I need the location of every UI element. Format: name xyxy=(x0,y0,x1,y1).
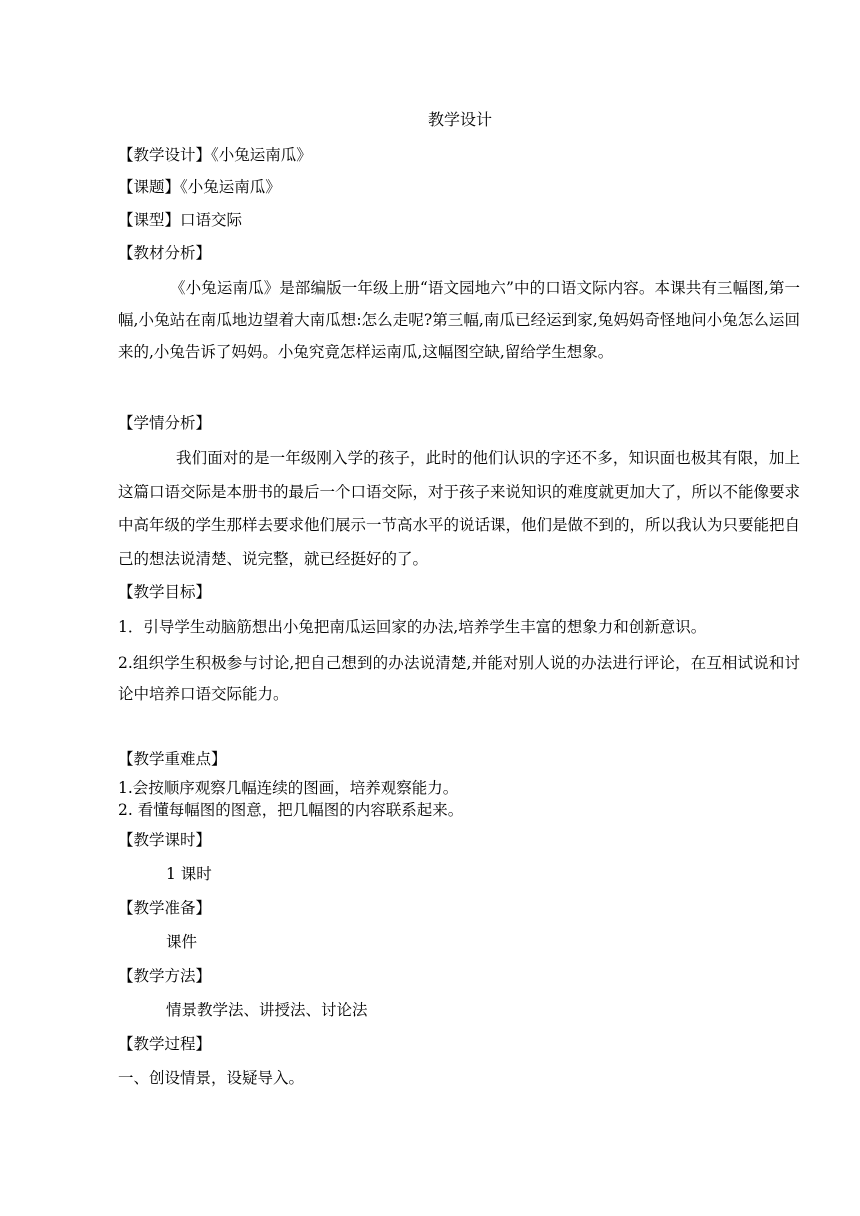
student-paragraph: 我们面对的是一年级刚入学的孩子，此时的他们认识的字还不多，知识面也极其有限，加上这篇口语交际是本册书的最后一个口语交际，对于孩子来说知识的难度就更加大了，所以不能像要求中高年级的学生那样去要求他们展示一节高水平的说话课，他们是做不到的，所以我认为只要能把自己的想法说清楚、说完整，就已经挺好的了。 xyxy=(118,449,801,568)
topic-line: 【课题】《小兔运南瓜》 xyxy=(118,178,281,196)
goal-heading: 【教学目标】 xyxy=(118,583,212,601)
prep-heading: 【教学准备】 xyxy=(118,899,212,917)
key-heading: 【教学重难点】 xyxy=(118,750,227,768)
process-heading: 【教学过程】 xyxy=(118,1035,212,1053)
goal-item-1: 1．引导学生动脑筋想出小兔把南瓜运回家的办法,培养学生丰富的想象力和创新意识。 xyxy=(118,618,707,636)
design-line: 【教学设计】《小兔运南瓜》 xyxy=(118,146,312,164)
hours-heading: 【教学课时】 xyxy=(118,831,212,849)
method-text: 情景教学法、讲授法、讨论法 xyxy=(166,1001,368,1019)
prep-text: 课件 xyxy=(166,933,198,951)
goal-item-2: 2.组织学生积极参与讨论,把自己想到的办法说清楚,并能对别人说的办法进行评论，在互相试说和讨论中培养口语交际能力。 xyxy=(118,654,800,703)
material-paragraph: 《小兔运南瓜》是部编版一年级上册“语文园地六”中的口语文际内容。本课共有三幅图,第一幅,小兔站在南瓜地边望着大南瓜想:怎么走呢?第三幅,南瓜已经运到家,兔妈妈奇怪地问小兔怎么运回来的,小兔告诉了妈妈。小兔究竟怎样运南瓜,这幅图空缺,留给学生想象。 xyxy=(118,279,800,361)
type-line: 【课型】口语交际 xyxy=(118,211,243,229)
process-step-1: 一、创设情景，设疑导入。 xyxy=(118,1069,305,1087)
key-item-2: 2. 看懂每幅图的图意，把几幅图的内容联系起来。 xyxy=(118,801,464,819)
student-heading: 【学情分析】 xyxy=(118,414,212,432)
hours-text: 1 课时 xyxy=(166,865,212,883)
key-item-1: 1.会按顺序观察几幅连续的图画，培养观察能力。 xyxy=(118,779,459,797)
material-heading: 【教材分析】 xyxy=(118,244,212,262)
method-heading: 【教学方法】 xyxy=(118,967,212,985)
document-title: 教学设计 xyxy=(427,110,492,129)
